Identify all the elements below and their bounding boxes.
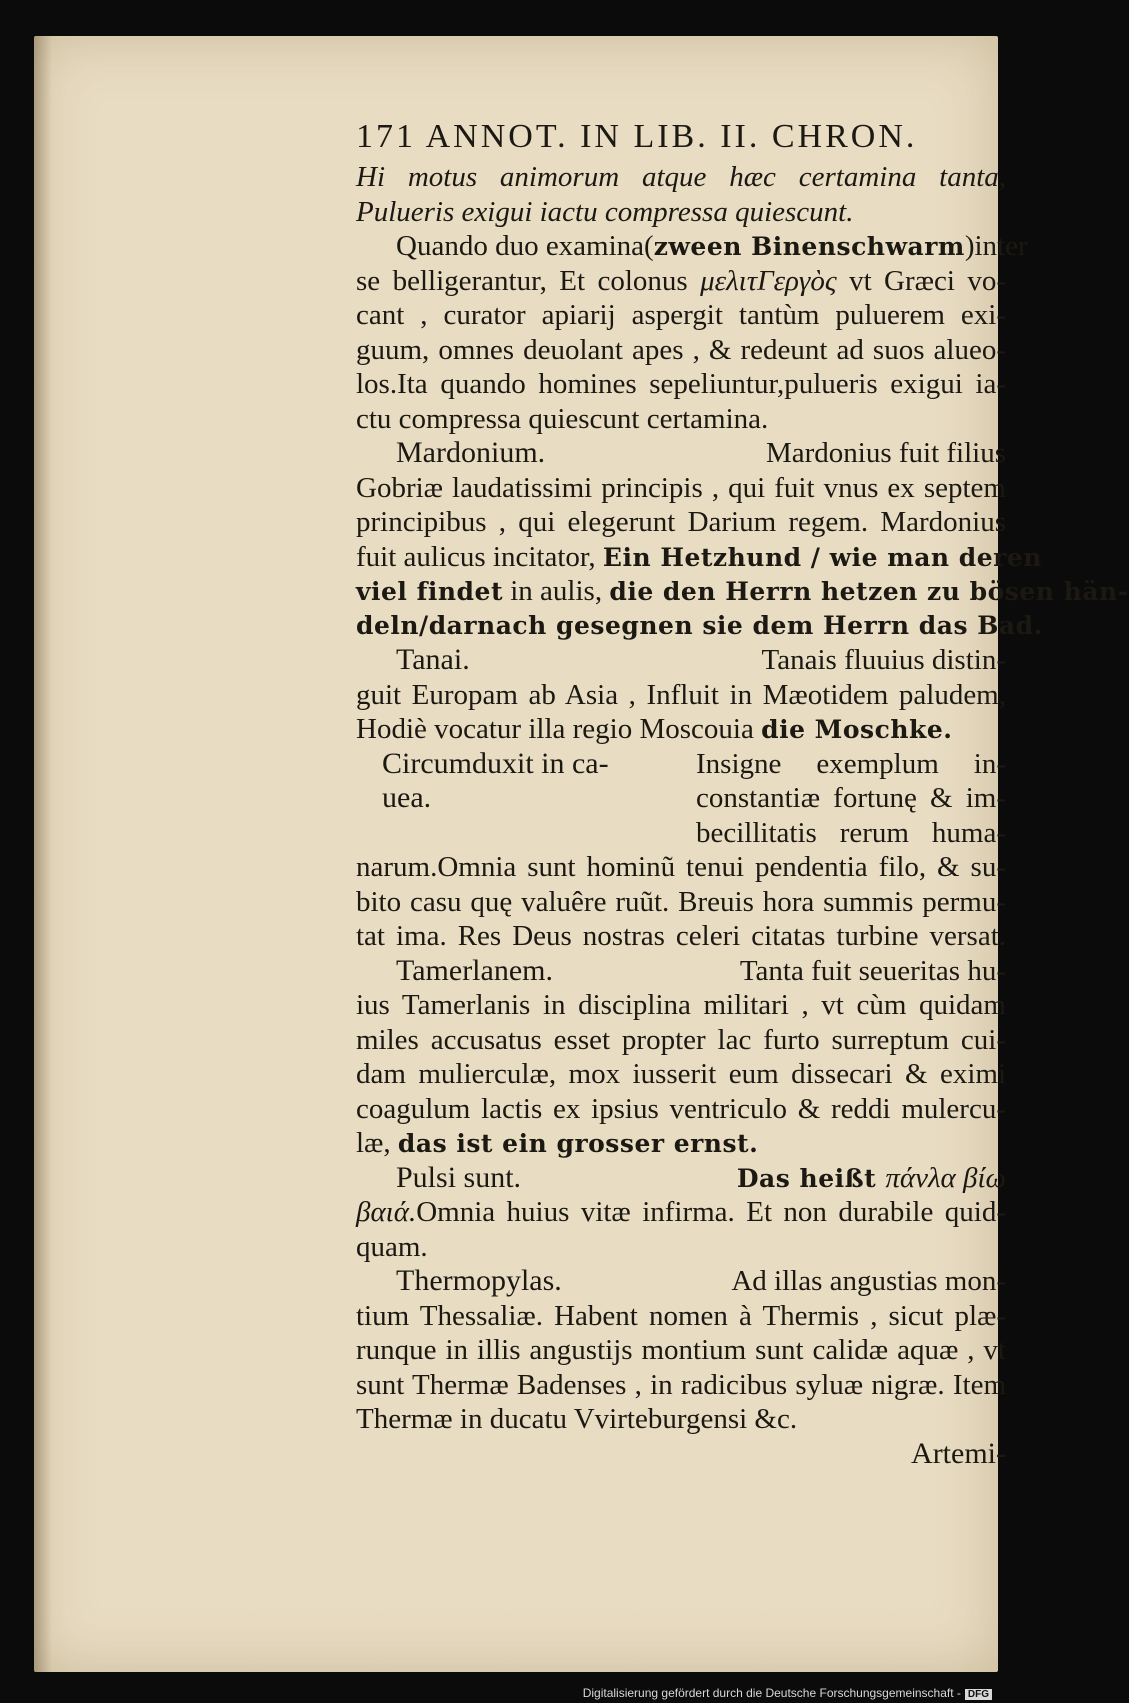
lemma-row (356, 643, 1006, 678)
paragraph-line: tium Thessaliæ. Habent nomen à Thermis , sicut plæ- (356, 1299, 1006, 1332)
lemma: Circumduxit in ca- uea. (382, 746, 609, 814)
gloss: Insigne exemplum in- constantiæ fortunę & im- becillitatis rerum huma- (696, 747, 1006, 849)
paragraph-line: runque in illis angustijs montium sunt calidæ aquæ , vt (356, 1334, 1006, 1366)
paragraph-line: deln/darnach gesegnen sie dem Herrn das Bad. (356, 610, 1043, 640)
catchword: Artemi- (911, 1436, 1006, 1470)
lemma: Thermopylas. (396, 1264, 562, 1297)
paragraph-line: los.Ita quando homines sepeliuntur,pulueris exigui ia- (356, 368, 1006, 400)
paragraph-line: βαιά.Omnia huius vitæ infirma. Et non durabile quid- (356, 1196, 1006, 1228)
paragraph-line: quam. (356, 1230, 428, 1263)
paragraph-line: tat ima. Res Deus nostras celeri citatas turbine versat. (356, 920, 1006, 952)
paragraph-line: ctu compressa quiescunt certamina. (356, 402, 769, 435)
gloss: Ad illas angustias mon- (731, 1265, 1006, 1297)
lemma-row (356, 1264, 1006, 1299)
dfg-logo: DFG (965, 1689, 992, 1700)
lemma-row (356, 436, 1006, 471)
poem-line-1: Hi motus animorum atque hæc certamina tanta, (356, 161, 1006, 193)
paragraph-line: principibus , qui elegerunt Darium regem. Mardonius (356, 506, 1006, 538)
poem-line-2: Pulueris exigui iactu compressa quiescunt. (356, 195, 854, 228)
paragraph-line: sunt Thermæ Badenses , in radicibus syluæ nigræ. Item (356, 1368, 1006, 1401)
lemma: Tanai. (396, 643, 470, 676)
paragraph-line: se belligerantur, Et colonus μελιτΓεργὸς vt Græci vo- (356, 264, 1007, 297)
paragraph-line: cant , curator apiarij aspergit tantùm puluerem exi- (356, 299, 1006, 331)
paragraph-line: guum, omnes deuolant apes , & redeunt ad suos alueo- (356, 333, 1006, 366)
paragraph-line: Thermæ in ducatu Vvirteburgensi &c. (356, 1403, 798, 1435)
paragraph-line: guit Europam ab Asia , Influit in Mæotidem paludem, (356, 678, 1006, 711)
lemma: Mardonium. (396, 436, 546, 469)
gloss: Das heißt πάνλα βίω (736, 1161, 1006, 1194)
paragraph-line: narum.Omnia sunt hominũ tenui pendentia filo, & su- (356, 851, 1006, 883)
book-page (34, 36, 1129, 1672)
lemma: Pulsi sunt. (396, 1160, 522, 1194)
paragraph-line: fuit aulicus incitator, Ein Hetzhund / wie man deren (356, 540, 1042, 573)
gloss: Mardonius fuit filius (765, 437, 1006, 469)
paragraph-line: Hodiè vocatur illa regio Moscouia die Moschke. (356, 713, 953, 745)
paragraph-line: viel findet in aulis, die den Herrn hetzen zu bösen hän- (356, 575, 1129, 607)
paragraph-line: miles accusatus esset propter lac furto surreptum cui- (356, 1023, 1006, 1056)
running-header: 171 ANNOT. IN LIB. II. CHRON. (356, 118, 918, 155)
paragraph-line: Gobriæ laudatissimi principis , qui fuit vnus ex septem (356, 471, 1006, 504)
digitization-credit: Digitalisierung gefördert durch die Deutsche Forschungsgemeinschaft - DFG (583, 1686, 992, 1700)
gloss: Tanta fuit seueritas hu- (739, 954, 1006, 987)
paragraph-line: bito casu quę valuêre ruũt. Breuis hora summis permu- (356, 885, 1006, 918)
paragraph-line: dam mulierculæ, mox iusserit eum dissecari & eximi (356, 1058, 1006, 1090)
lemma-block (356, 747, 1006, 851)
paragraph-line: Quando duo examina(zween Binenschwarm)inter (396, 230, 1028, 262)
paragraph-line: ius Tamerlanis in disciplina militari , vt cùm quidam (356, 989, 1006, 1021)
page-text (356, 114, 1129, 1471)
lemma: Tamerlanem. (396, 953, 553, 987)
paragraph-line: læ, das ist ein grosser ernst. (356, 1127, 759, 1159)
lemma-row (356, 1161, 1006, 1196)
paragraph-line: coagulum lactis ex ipsius ventriculo & reddi mulercu- (356, 1092, 1006, 1125)
lemma-row (356, 954, 1006, 989)
gloss: Tanais fluuius distin- (761, 644, 1006, 676)
